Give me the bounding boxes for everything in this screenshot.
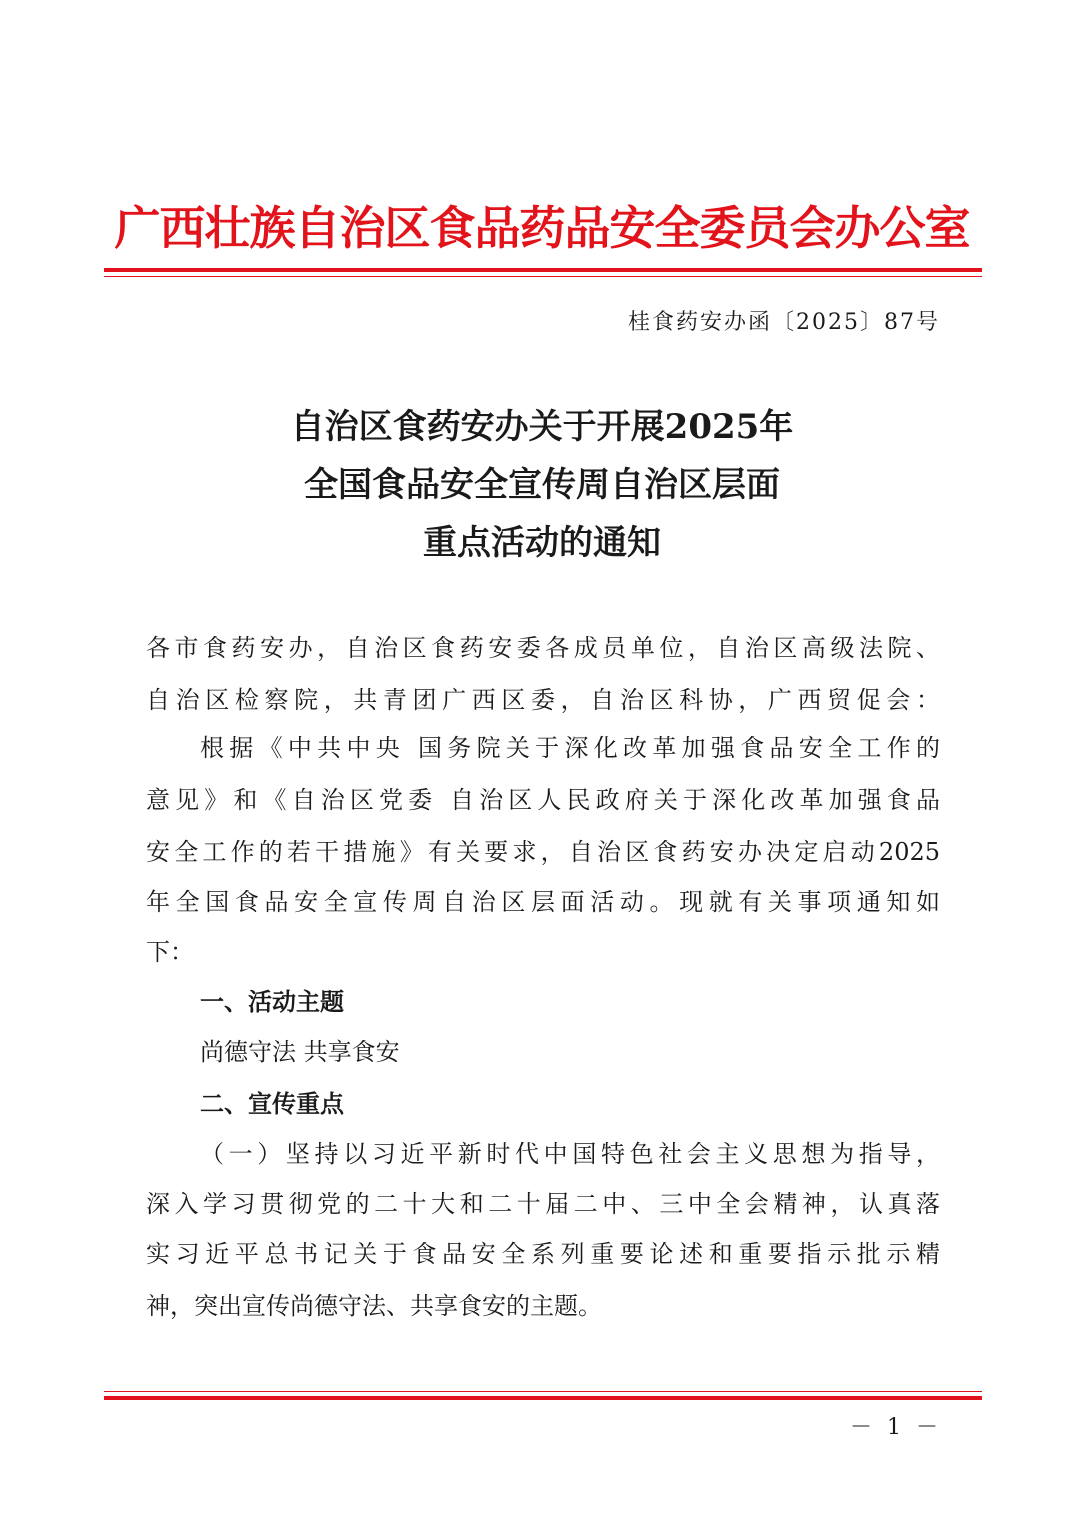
recipients-line-2: 自治区检察院，共青团广西区委，自治区科协，广西贸促会： — [146, 686, 940, 714]
document-title-line-3: 重点活动的通知 — [423, 523, 661, 563]
section-2-heading: 二、宣传重点 — [200, 1090, 344, 1118]
item-1-line-3: 实习近平总书记关于食品安全系列重要论述和重要指示批示精 — [146, 1240, 940, 1268]
footer-rule-thick — [104, 1396, 982, 1400]
section-1-heading: 一、活动主题 — [200, 988, 344, 1016]
masthead-rule-thin — [104, 276, 982, 277]
document-title-line-2: 全国食品安全宣传周自治区层面 — [304, 465, 780, 505]
issuer-masthead: 广西壮族自治区食品药品安全委员会办公室 — [114, 201, 970, 255]
document-number: 桂食药安办函〔2025〕87号 — [628, 310, 940, 335]
page-number: － 1 － — [850, 1415, 942, 1440]
item-1-line-2: 深入学习贯彻党的二十大和二十届二中、三中全会精神，认真落 — [146, 1190, 940, 1218]
recipients-line-1: 各市食药安办，自治区食药安委各成员单位，自治区高级法院、 — [146, 634, 940, 662]
intro-line-4: 年全国食品安全宣传周自治区层面活动。现就有关事项通知如 — [146, 888, 940, 916]
intro-line-5: 下： — [146, 938, 194, 966]
item-1-line-4: 神，突出宣传尚德守法、共享食安的主题。 — [146, 1292, 602, 1320]
footer-rule-thin — [104, 1391, 982, 1392]
intro-line-3: 安全工作的若干措施》有关要求，自治区食药安办决定启动2025 — [146, 838, 940, 866]
document-title-line-1: 自治区食药安办关于开展2025年 — [290, 407, 794, 447]
masthead-rule-thick — [104, 268, 982, 272]
section-1-text: 尚德守法 共享食安 — [200, 1038, 400, 1066]
item-1-line-1: （一）坚持以习近平新时代中国特色社会主义思想为指导， — [200, 1140, 940, 1168]
intro-line-2: 意见》和《自治区党委 自治区人民政府关于深化改革加强食品 — [146, 786, 940, 814]
intro-line-1: 根据《中共中央 国务院关于深化改革加强食品安全工作的 — [200, 734, 940, 762]
